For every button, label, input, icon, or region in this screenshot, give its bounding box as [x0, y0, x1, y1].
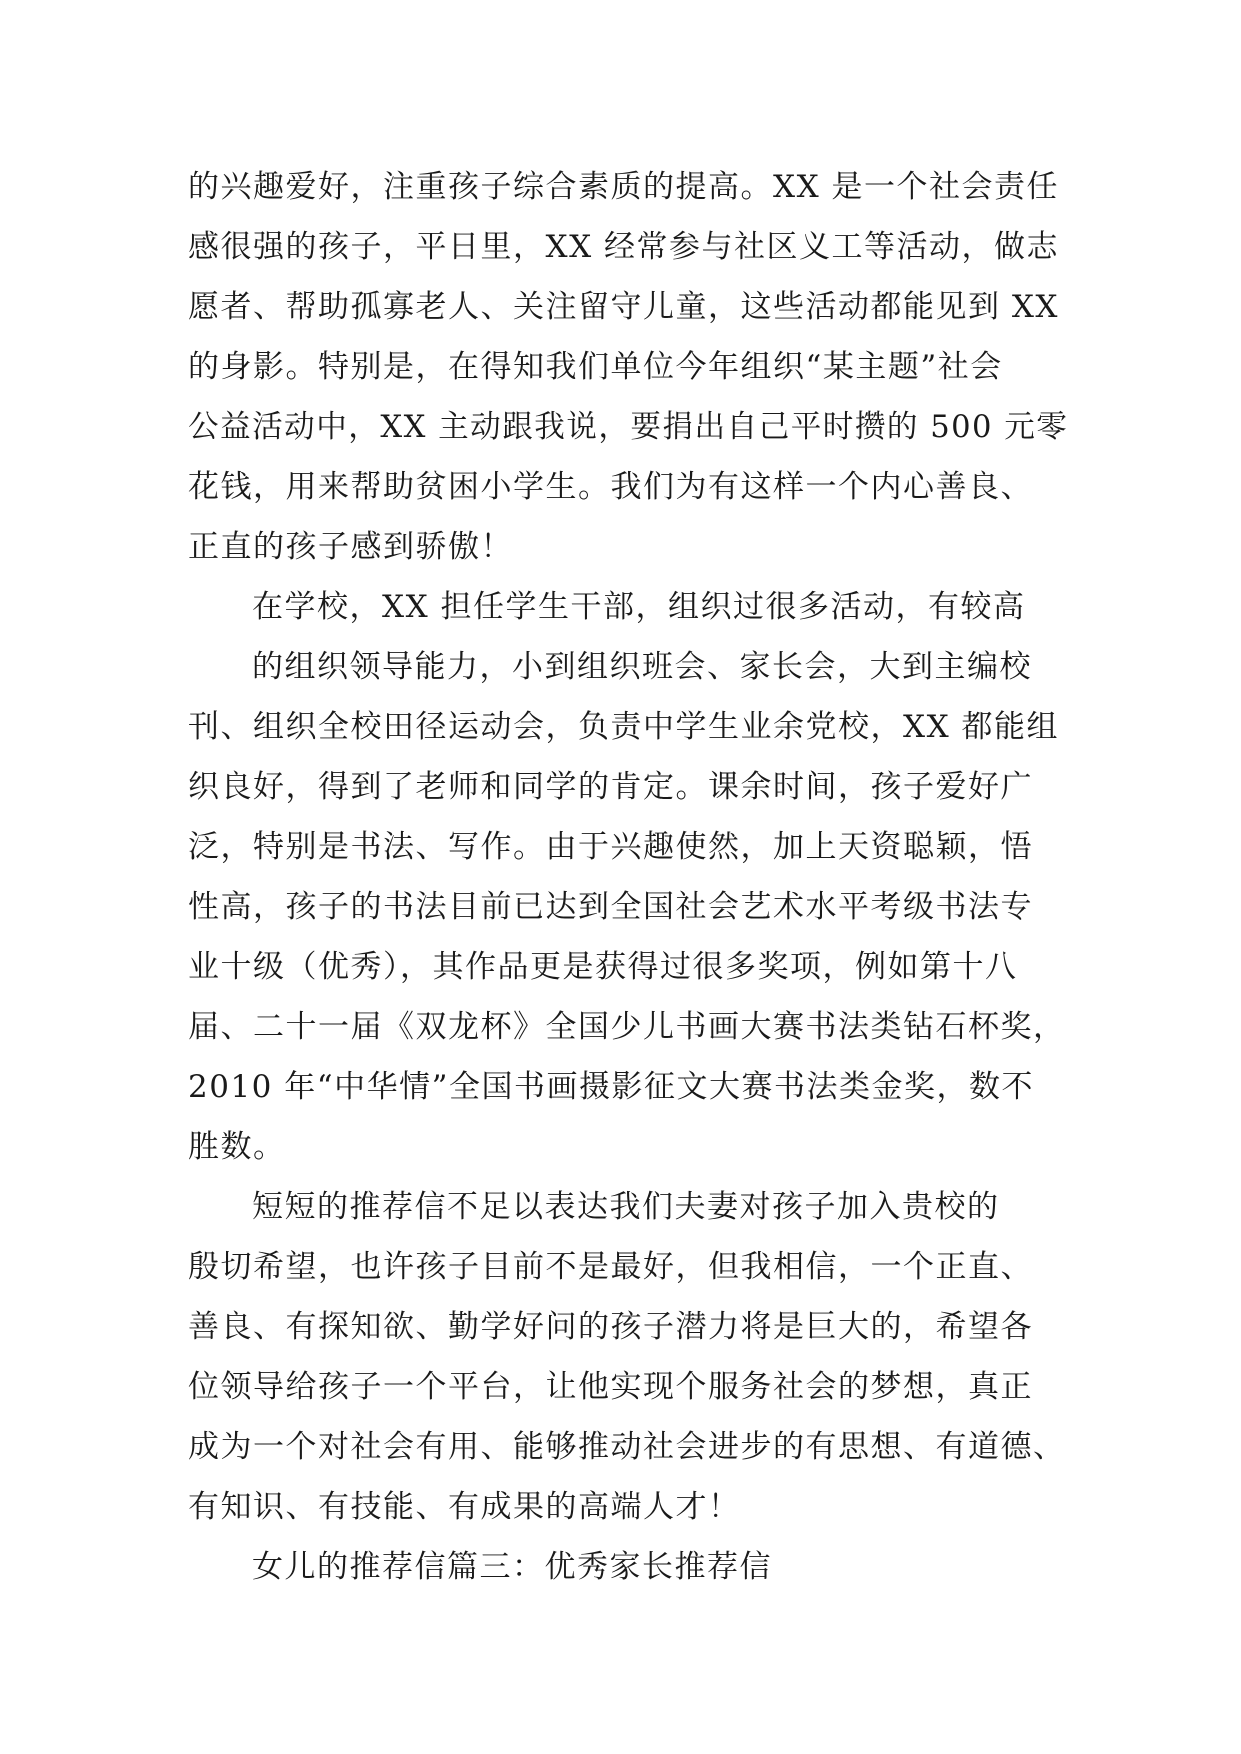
- text-line: 女儿的推荐信篇三：优秀家长推荐信: [252, 1549, 772, 1585]
- text-line: 感很强的孩子，平日里，XX 经常参与社区义工等活动，做志: [188, 229, 1059, 265]
- text-line: 愿者、帮助孤寡老人、关注留守儿童，这些活动都能见到 XX: [188, 289, 1059, 325]
- text-line: 业十级（优秀），其作品更是获得过很多奖项，例如第十八: [188, 949, 1018, 985]
- text-line: 的兴趣爱好，注重孩子综合素质的提高。XX 是一个社会责任: [188, 169, 1059, 205]
- text-line: 性高，孩子的书法目前已达到全国社会艺术水平考级书法专: [188, 889, 1033, 925]
- text-line: 织良好，得到了老师和同学的肯定。课余时间，孩子爱好广: [188, 769, 1033, 805]
- text-line: 在学校，XX 担任学生干部，组织过很多活动，有较高: [252, 589, 1026, 625]
- text-line: 正直的孩子感到骄傲！: [188, 529, 513, 565]
- text-line: 胜数。: [188, 1129, 286, 1165]
- text-line: 殷切希望，也许孩子目前不是最好，但我相信，一个正直、: [188, 1249, 1033, 1285]
- body-text: [188, 157, 1068, 1597]
- text-line: 届、二十一届《双龙杯》全国少儿书画大赛书法类钻石杯奖，: [188, 1009, 1066, 1045]
- text-line: 善良、有探知欲、勤学好问的孩子潜力将是巨大的，希望各: [188, 1309, 1033, 1345]
- text-line: 2010 年“中华情”全国书画摄影征文大赛书法类金奖，数不: [188, 1069, 1034, 1105]
- text-line: 公益活动中，XX 主动跟我说，要捐出自己平时攒的 500 元零: [188, 409, 1069, 445]
- text-line: 位领导给孩子一个平台，让他实现个服务社会的梦想，真正: [188, 1369, 1033, 1405]
- text-line: 花钱，用来帮助贫困小学生。我们为有这样一个内心善良、: [188, 469, 1033, 505]
- text-line: 成为一个对社会有用、能够推动社会进步的有思想、有道德、: [188, 1429, 1066, 1465]
- text-line: 泛，特别是书法、写作。由于兴趣使然，加上天资聪颖，悟: [188, 829, 1033, 865]
- text-line: 有知识、有技能、有成果的高端人才！: [188, 1489, 741, 1525]
- text-line: 短短的推荐信不足以表达我们夫妻对孩子加入贵校的: [252, 1189, 1000, 1225]
- text-line: 的组织领导能力，小到组织班会、家长会，大到主编校: [252, 649, 1032, 685]
- text-line: 刊、组织全校田径运动会，负责中学生业余党校，XX 都能组: [188, 709, 1059, 745]
- text-line: 的身影。特别是，在得知我们单位今年组织“某主题”社会: [188, 349, 1003, 385]
